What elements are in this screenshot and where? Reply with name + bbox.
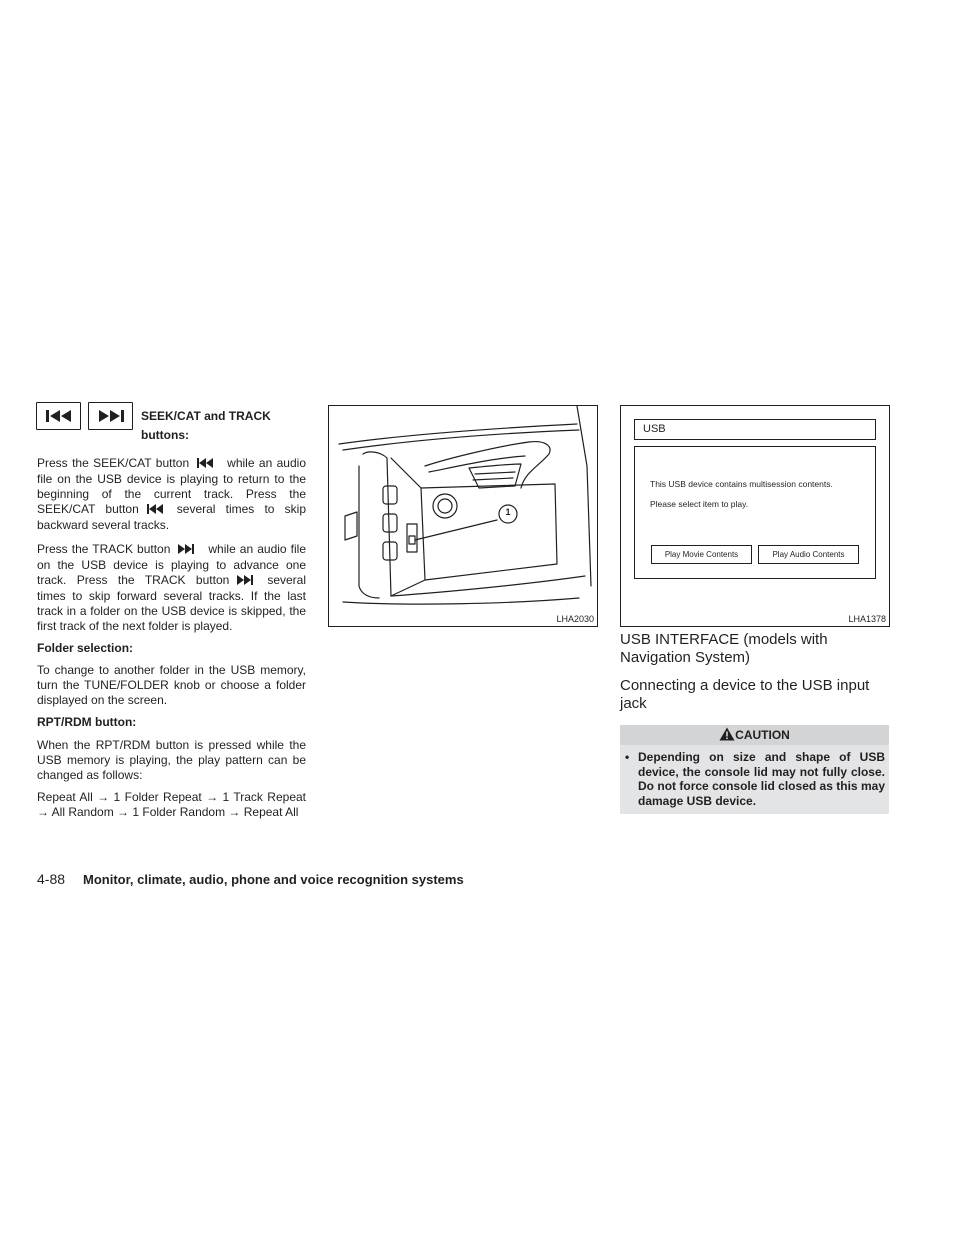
track-forward-icon	[178, 543, 194, 558]
rpt-sequence: Repeat All → 1 Folder Repeat → 1 Track Repeat → All Random → 1 Folder Random → Repeat All	[37, 790, 306, 819]
rpt-heading: RPT/RDM button:	[37, 715, 137, 729]
track-forward-icon	[237, 574, 253, 589]
usb-screen-title: USB	[634, 419, 876, 440]
caution-header	[620, 725, 889, 745]
dialog-message-1: This USB device contains multisession contents.	[650, 479, 833, 489]
chapter-title: Monitor, climate, audio, phone and voice recognition systems	[83, 872, 464, 887]
console-illustration	[329, 406, 597, 626]
caution-box	[620, 725, 889, 814]
folder-paragraph: To change to another folder in the USB memory, turn the TUNE/FOLDER knob or choose a folder displayed on the screen.	[37, 663, 306, 707]
track-button-icon	[88, 402, 133, 430]
caution-text: Depending on size and shape of USB device, the console lid may not fully close. Do not force console lid closed as this may damage USB device.	[638, 750, 885, 808]
warning-triangle-icon	[719, 728, 735, 742]
track-paragraph: Press the TRACK button while an audio file on the USB device is playing to advance one track. Press the TRACK button several times to skip forward several tracks. If the last track in a folder on the USB device is skipped, the first track of the next folder is played.	[37, 542, 306, 633]
seek-cat-button-icon	[36, 402, 81, 430]
caution-item	[620, 745, 889, 814]
connecting-device-title: Connecting a device to the USB input jack	[620, 677, 870, 712]
console-usb-figure	[328, 405, 598, 627]
usb-screen-figure	[620, 405, 890, 627]
dialog-message-2: Please select item to play.	[650, 499, 749, 509]
caution-label: CAUTION	[735, 728, 790, 742]
seek-track-heading: SEEK/CAT and TRACK buttons:	[141, 409, 271, 442]
usb-dialog	[634, 446, 876, 579]
seek-back-icon	[147, 503, 163, 518]
play-movie-contents-button[interactable]: Play Movie Contents	[651, 545, 752, 564]
usb-interface-title: USB INTERFACE (models with Navigation System)	[620, 631, 828, 666]
play-audio-contents-button[interactable]: Play Audio Contents	[758, 545, 859, 564]
seek-paragraph: Press the SEEK/CAT button while an audio file on the USB device is playing to return to the beginning of the current track. Press the SEEK/CAT button several times to skip backward several tracks.	[37, 456, 306, 532]
figure-code: LHA1378	[848, 614, 886, 624]
bullet: •	[625, 750, 630, 764]
callout-number: 1	[505, 507, 511, 517]
seek-back-icon	[197, 457, 213, 472]
figure-code: LHA2030	[556, 614, 594, 624]
page-number: 4-88	[37, 871, 66, 887]
rpt-paragraph: When the RPT/RDM button is pressed while the USB memory is playing, the play pattern can be changed as follows:	[37, 738, 306, 782]
folder-heading: Folder selection:	[37, 641, 134, 655]
